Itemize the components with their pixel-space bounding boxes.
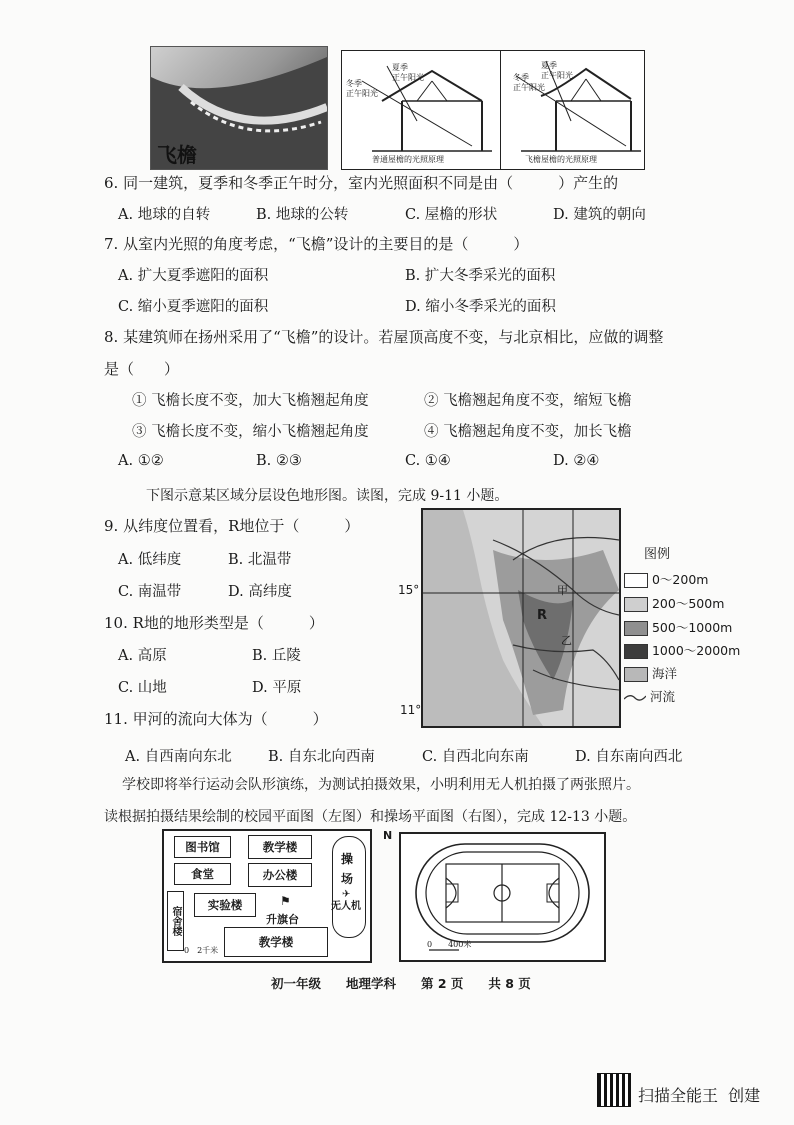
- flag-label: 升旗台: [266, 913, 299, 926]
- legend-river: [624, 687, 675, 705]
- terrain-map-svg: [423, 510, 619, 726]
- legend-swatch-ocean: [624, 667, 648, 682]
- legend-ocean: [624, 664, 677, 682]
- building-teaching-1: 教学楼: [248, 835, 312, 859]
- q10-option-d[interactable]: D. 平原: [252, 680, 302, 696]
- q6-option-d[interactable]: D. 建筑的朝向: [553, 207, 646, 223]
- q10-option-c[interactable]: C. 山地: [118, 680, 167, 696]
- campus-plan: [162, 829, 372, 963]
- page-footer: 初一年级 地理学科 第 2 页 共 8 页: [271, 976, 531, 991]
- legend-swatch-500-1000: [624, 621, 648, 636]
- q8-option-b[interactable]: B. ②③: [256, 453, 302, 469]
- flying-eave-photo: [150, 46, 328, 170]
- terrain-map: [421, 508, 621, 728]
- legend-label-river: 河流: [649, 689, 675, 704]
- building-library: 图书馆: [174, 836, 231, 858]
- north-indicator: N: [383, 829, 393, 842]
- summer-sun-label-b: 夏季 正午阳光: [541, 61, 573, 80]
- map-intro: 下图示意某区域分层设色地形图。读图，完成 9-11 小题。: [146, 488, 509, 504]
- q9-option-a[interactable]: A. 低纬度: [118, 552, 182, 568]
- question-9-stem: 9. 从纬度位置看，R地位于（ ）: [104, 517, 360, 535]
- legend-swatch-0-200: [624, 573, 648, 588]
- campus-scale: 0 2千米: [184, 946, 219, 955]
- map-label-r: R: [537, 608, 548, 623]
- q8-item-3: ③ 飞檐长度不变，缩小飞檐翘起角度: [132, 424, 369, 440]
- school-intro-1: 学校即将举行运动会队形演练，为测试拍摄效果，小明利用无人机拍摄了两张照片。: [122, 777, 640, 793]
- building-lab: 实验楼: [194, 893, 256, 917]
- drone-icon: ✈: [342, 889, 351, 900]
- question-7-stem: 7. 从室内光照的角度考虑，“飞檐”设计的主要目的是（ ）: [104, 235, 529, 253]
- qr-code-icon: [598, 1074, 630, 1106]
- question-10-stem: 10. R地的地形类型是（ ）: [104, 614, 324, 632]
- legend-0-200: [624, 570, 708, 588]
- diagram1-caption: 普通屋檐的光照原理: [372, 155, 444, 164]
- school-intro-2: 读根据拍摄结果绘制的校园平面图（左图）和操场平面图（右图），完成 12-13 小题。: [104, 809, 637, 825]
- q7-option-c[interactable]: C. 缩小夏季遮阳的面积: [118, 299, 269, 315]
- legend-label-ocean: 海洋: [651, 666, 677, 681]
- question-8-stem-cont: 是（ ）: [104, 360, 180, 378]
- building-canteen: 食堂: [174, 863, 231, 885]
- playground-label: 操 场: [341, 852, 354, 886]
- q7-option-b[interactable]: B. 扩大冬季采光的面积: [405, 268, 556, 284]
- summer-sun-label: 夏季 正午阳光: [392, 63, 424, 82]
- scanner-watermark: 扫描全能王 创建: [638, 1086, 761, 1105]
- legend-swatch-200-500: [624, 597, 648, 612]
- q10-option-a[interactable]: A. 高原: [118, 648, 167, 664]
- q8-option-a[interactable]: A. ①②: [118, 453, 164, 469]
- photo-caption: 飞檐: [157, 143, 197, 167]
- field-plan: [399, 832, 606, 962]
- flag-icon: ⚑: [280, 894, 291, 908]
- legend-title: 图例: [644, 547, 671, 562]
- q8-option-d[interactable]: D. ②④: [553, 453, 600, 469]
- map-label-jia: 甲: [557, 584, 568, 597]
- legend-500-1000: [624, 618, 732, 636]
- q6-option-b[interactable]: B. 地球的公转: [256, 207, 349, 223]
- eave-diagram-flying: [500, 50, 645, 170]
- latitude-11: 11°: [400, 703, 422, 717]
- q7-option-d[interactable]: D. 缩小冬季采光的面积: [405, 299, 556, 315]
- q8-option-c[interactable]: C. ①④: [405, 453, 451, 469]
- winter-sun-label-b: 冬季 正午阳光: [513, 73, 545, 92]
- building-dorm: 宿舍楼: [167, 891, 184, 951]
- legend-swatch-1000-2000: [624, 644, 648, 659]
- q10-option-b[interactable]: B. 丘陵: [252, 648, 301, 664]
- legend-200-500: [624, 594, 724, 612]
- building-teaching-2: 教学楼: [224, 927, 328, 957]
- q9-option-b[interactable]: B. 北温带: [228, 552, 292, 568]
- legend-label-200-500: 200～500m: [651, 596, 725, 611]
- eave-diagram-ordinary: [341, 50, 503, 170]
- q11-option-b[interactable]: B. 自东北向西南: [268, 749, 375, 765]
- q8-item-2: ② 飞檐翘起角度不变，缩短飞檐: [424, 393, 632, 409]
- building-office: 办公楼: [248, 863, 312, 887]
- q6-option-c[interactable]: C. 屋檐的形状: [405, 207, 498, 223]
- q8-item-1: ① 飞檐长度不变，加大飞檐翘起角度: [132, 393, 369, 409]
- q9-option-c[interactable]: C. 南温带: [118, 584, 182, 600]
- q7-option-a[interactable]: A. 扩大夏季遮阳的面积: [118, 268, 269, 284]
- legend-label-500-1000: 500～1000m: [651, 620, 733, 635]
- q11-option-c[interactable]: C. 自西北向东南: [422, 749, 529, 765]
- drone-label: 无人机: [331, 901, 361, 912]
- legend-label-0-200: 0～200m: [651, 572, 709, 587]
- legend-river-icon: [624, 691, 646, 704]
- winter-sun-label: 冬季 正午阳光: [346, 79, 378, 98]
- legend-label-1000-2000: 1000～2000m: [651, 643, 741, 658]
- map-label-yi: 乙: [561, 634, 572, 647]
- q9-option-d[interactable]: D. 高纬度: [228, 584, 292, 600]
- diagram2-caption: 飞檐屋檐的光照原理: [525, 155, 597, 164]
- field-scale: 0 400米: [427, 940, 472, 949]
- q8-item-4: ④ 飞檐翘起角度不变，加长飞檐: [424, 424, 632, 440]
- q11-option-a[interactable]: A. 自西南向东北: [125, 749, 232, 765]
- q11-option-d[interactable]: D. 自东南向西北: [575, 749, 683, 765]
- latitude-15: 15°: [398, 583, 420, 597]
- q6-option-a[interactable]: A. 地球的自转: [118, 207, 211, 223]
- question-8-stem: 8. 某建筑师在扬州采用了“飞檐”的设计。若屋顶高度不变，与北京相比，应做的调整: [104, 328, 664, 346]
- playground: [332, 836, 366, 938]
- question-6-stem: 6. 同一建筑，夏季和冬季正午时分，室内光照面积不同是由（ ）产生的: [104, 174, 619, 192]
- question-11-stem: 11. 甲河的流向大体为（ ）: [104, 710, 328, 728]
- legend-1000-2000: [624, 641, 740, 659]
